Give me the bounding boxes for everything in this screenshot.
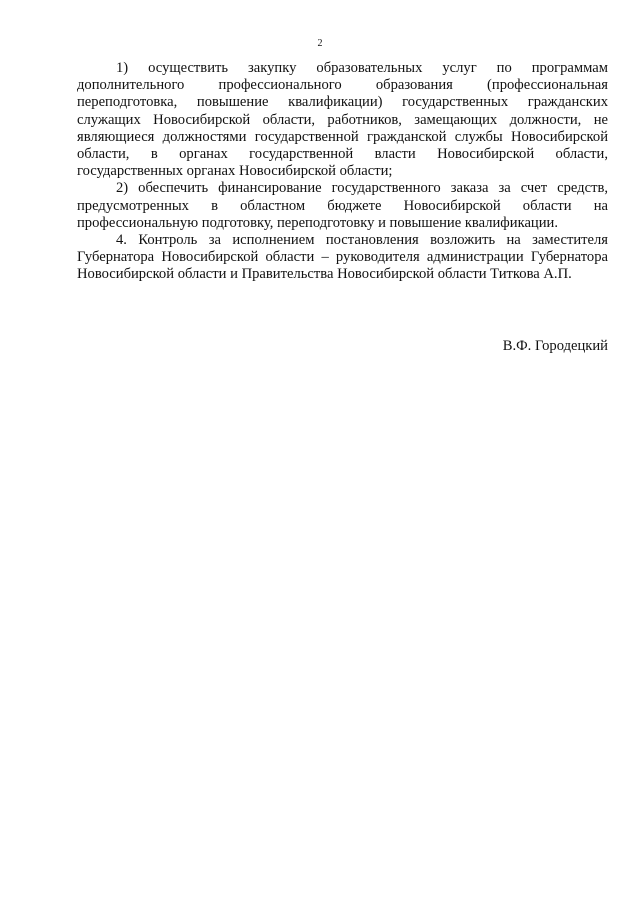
page-number: 2: [317, 38, 323, 49]
paragraph-control: 4. Контроль за исполнением постановления возложить на заместителя Губернатора Новосибирской области – руководителя администрации Губернатора Новосибирской области и Правительства Новосибирской области Титкова А.П.: [77, 232, 608, 283]
signature-name: В.Ф. Городецкий: [502, 338, 608, 354]
document-body: [77, 60, 608, 284]
paragraph-procurement: 1) осуществить закупку образовательных услуг по программам дополнительного профессионального образования (профессиональная переподготовка, повышение квалификации) государственных гражданских служащих Новосибирской области, работников, замещающих должности, не являющиеся должностями государственной гражданской службы Новосибирской области, в органах государственной власти Новосибирской области, государственных органах Новосибирской области;: [77, 60, 608, 180]
paragraph-financing: 2) обеспечить финансирование государственного заказа за счет средств, предусмотренных в областном бюджете Новосибирской области на профессиональную подготовку, переподготовку и повышение квалификации.: [77, 180, 608, 231]
